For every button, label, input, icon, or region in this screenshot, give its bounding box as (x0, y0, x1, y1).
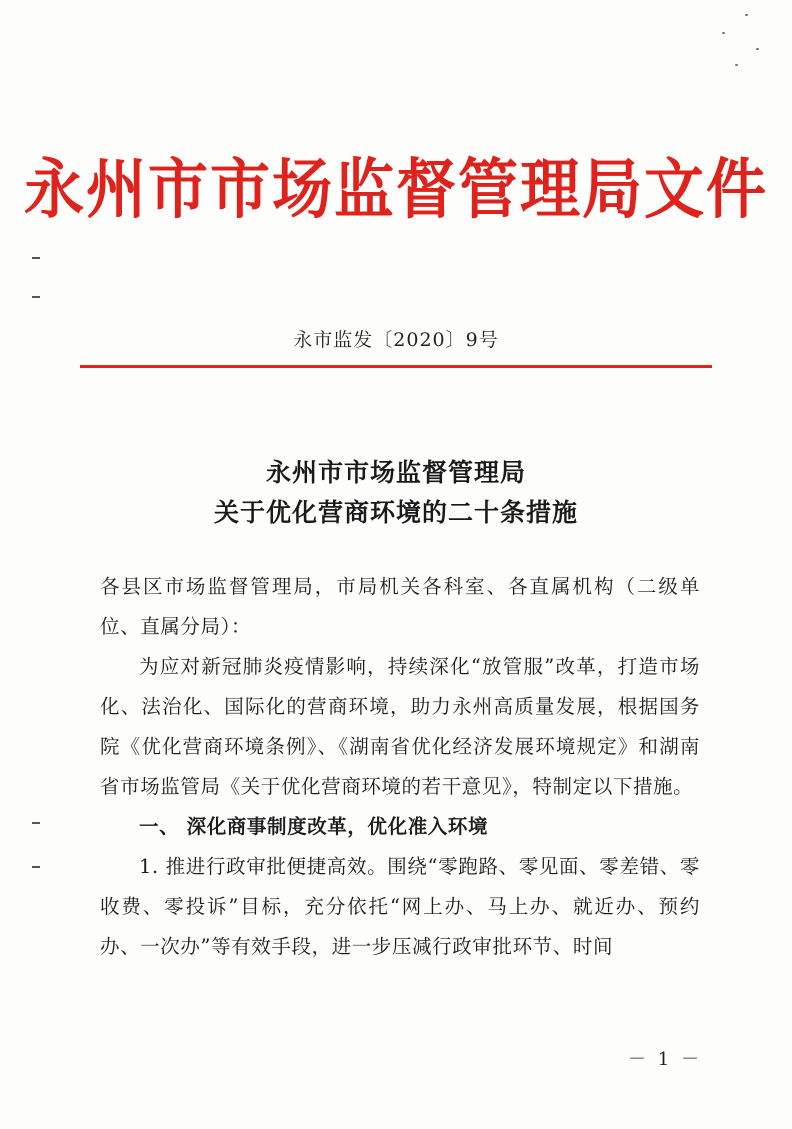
addressee-paragraph: 各县区市场监督管理局，市局机关各科室、各直属机构（二级单位、直属分局）： (100, 575, 700, 638)
scan-speck (745, 14, 748, 16)
scan-margin-mark (32, 866, 40, 868)
document-number: 永市监发〔2020〕9号 (293, 329, 499, 351)
scan-speck (735, 64, 738, 66)
scan-margin-mark (32, 822, 40, 824)
section-heading-1: 一、 深化商事制度改革，优化准入环境 (139, 815, 489, 838)
scan-speck (722, 32, 725, 34)
intro-paragraph: 为应对新冠肺炎疫情影响，持续深化“放管服”改革，打造市场化、法治化、国际化的营商环境，助力永州高质量发展，根据国务院《优化营商环境条例》、《湖南省优化经济发展环境规定》和湖南省市场监管局《关于优化营商环境的若干意见》，特制定以下措施。 (100, 655, 700, 798)
document-body (100, 567, 700, 967)
scan-margin-mark (32, 257, 40, 259)
page-number: － 1 － (628, 1049, 702, 1070)
red-separator-line (80, 365, 712, 368)
document-title-line-1: 永州市市场监督管理局 (265, 458, 526, 487)
document-header-title: 永州市市场监督管理局文件 (24, 152, 768, 228)
scan-speck (756, 48, 759, 50)
document-title-line-2: 关于优化营商环境的二十条措施 (213, 498, 578, 527)
item-paragraph-1: 1. 推进行政审批便捷高效。围绕“零跑路、零见面、零差错、零收费、零投诉”目标，充分依托“网上办、马上办、就近办、预约办、一次办”等有效手段，进一步压减行政审批环节、时间 (100, 855, 700, 958)
scan-margin-mark (32, 296, 40, 298)
